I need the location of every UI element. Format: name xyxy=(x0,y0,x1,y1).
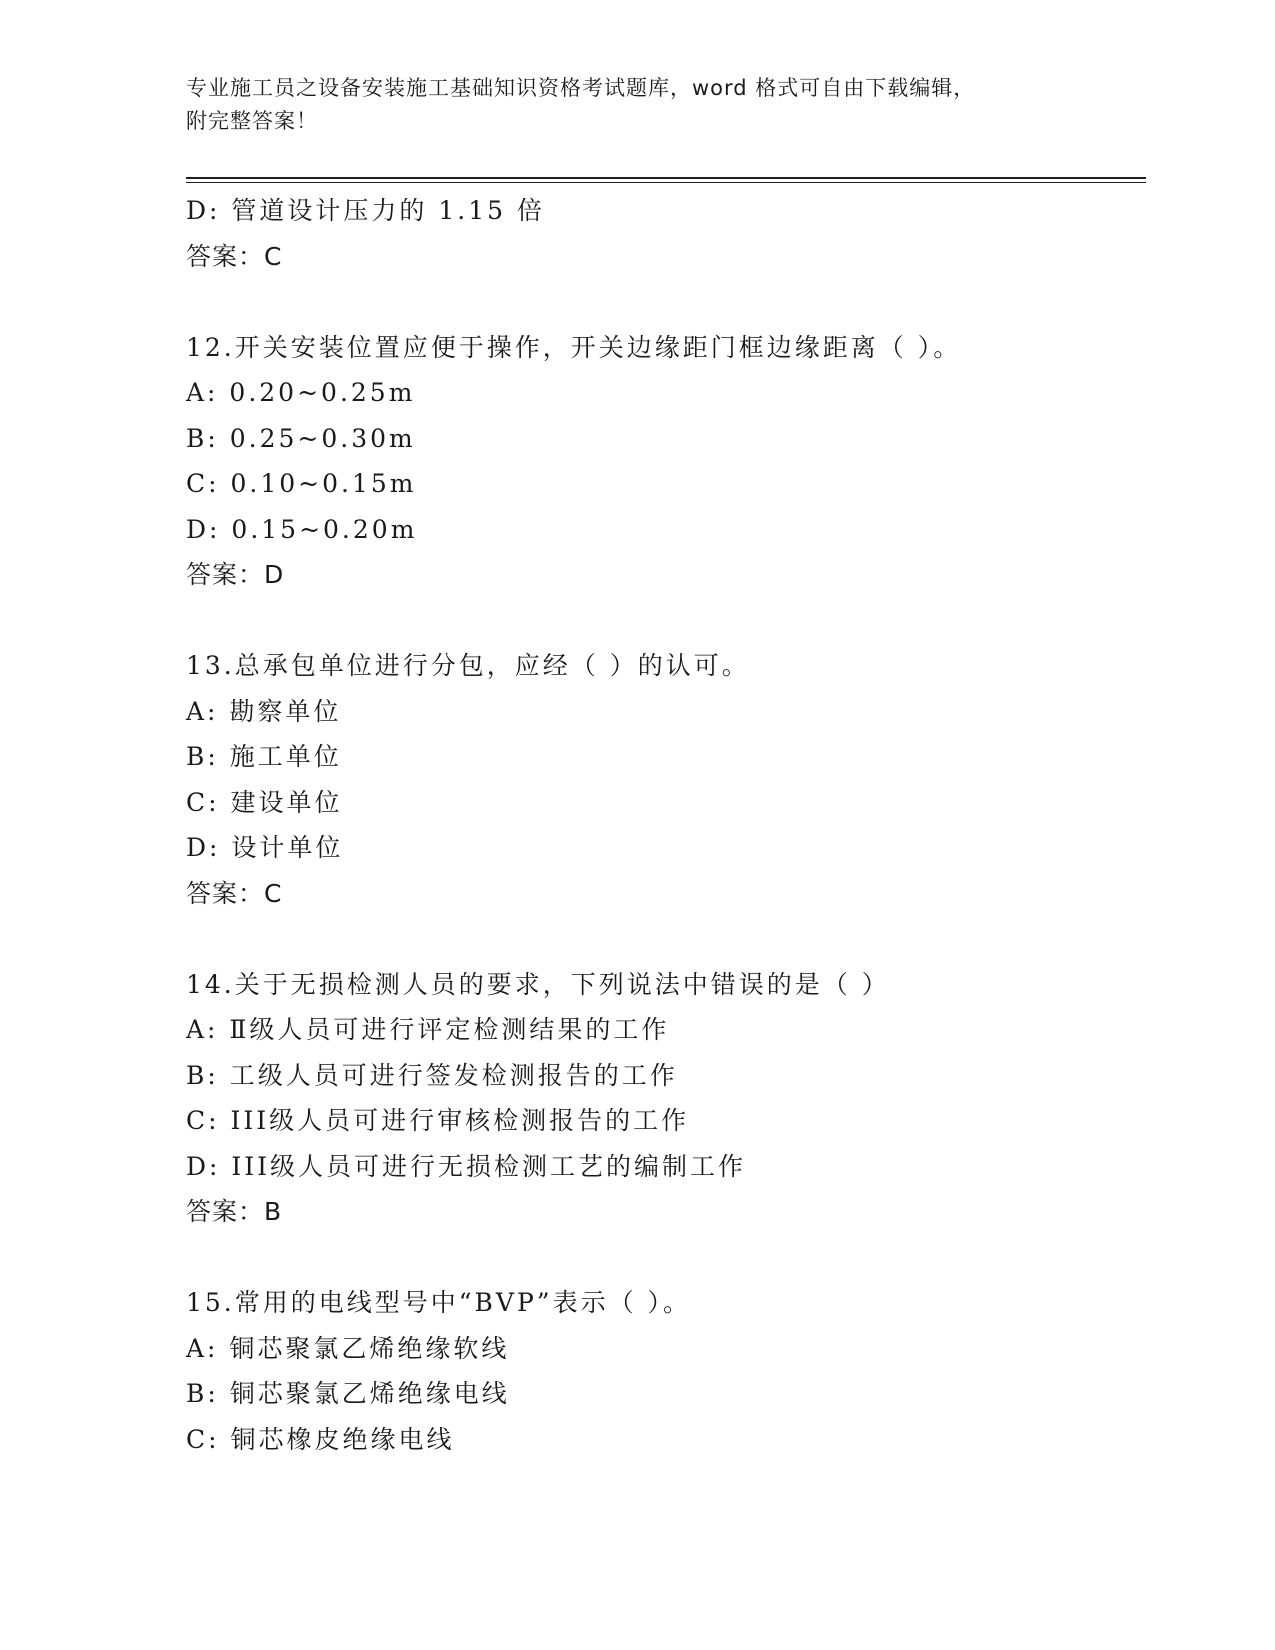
question-text: 14.关于无损检测人员的要求，下列说法中错误的是（ ） xyxy=(186,969,890,999)
header-divider-thick xyxy=(186,177,1146,179)
answer: 答案：C xyxy=(186,878,283,908)
option-c: C: III级人员可进行审核检测报告的工作 xyxy=(186,1106,690,1135)
header-line-1: 专业施工员之设备安装施工基础知识资格考试题库，word 格式可自由下载编辑， xyxy=(186,76,976,100)
spacer xyxy=(186,598,1146,644)
question-15 xyxy=(186,1280,1146,1462)
option-a: A: 勘察单位 xyxy=(186,696,342,726)
option-d: D: 0.15~0.20m xyxy=(186,514,418,544)
option-b: B: 0.25~0.30m xyxy=(186,423,416,453)
option-b: B: 工级人员可进行签发检测报告的工作 xyxy=(186,1060,678,1090)
question-text: 12.开关安装位置应便于操作，开关边缘距门框边缘距离（ ）。 xyxy=(186,332,962,362)
option-c: C: 铜芯橡皮绝缘电线 xyxy=(186,1424,455,1454)
option-c: C: 建设单位 xyxy=(186,787,343,817)
option-a: A: Ⅱ级人员可进行评定检测结果的工作 xyxy=(186,1015,670,1044)
header-divider-thin xyxy=(186,182,1146,183)
header-line-2: 附完整答案！ xyxy=(186,109,318,133)
answer: 答案：C xyxy=(186,241,283,271)
answer: 答案：B xyxy=(186,1197,283,1226)
option-a: A: 铜芯聚氯乙烯绝缘软线 xyxy=(186,1333,510,1363)
question-13 xyxy=(186,643,1146,916)
option-b: B: 铜芯聚氯乙烯绝缘电线 xyxy=(186,1379,510,1408)
question-text: 15.常用的电线型号中“BVP”表示（ ）。 xyxy=(186,1288,692,1317)
question-list xyxy=(186,188,1146,1462)
document-header xyxy=(186,72,1066,138)
option-d: D: III级人员可进行无损检测工艺的编制工作 xyxy=(186,1151,747,1181)
question-12 xyxy=(186,325,1146,598)
option-d: D: 设计单位 xyxy=(186,833,344,862)
spacer xyxy=(186,1235,1146,1281)
option-d: D: 管道设计压力的 1.15 倍 xyxy=(186,196,545,225)
question-text: 13.总承包单位进行分包，应经（ ）的认可。 xyxy=(186,651,750,680)
option-c: C: 0.10~0.15m xyxy=(186,469,417,498)
answer: 答案：D xyxy=(186,560,285,589)
option-a: A: 0.20~0.25m xyxy=(186,378,416,407)
question-14 xyxy=(186,962,1146,1235)
question-11 xyxy=(186,188,1146,279)
spacer xyxy=(186,916,1146,962)
option-b: B: 施工单位 xyxy=(186,742,342,771)
spacer xyxy=(186,279,1146,325)
